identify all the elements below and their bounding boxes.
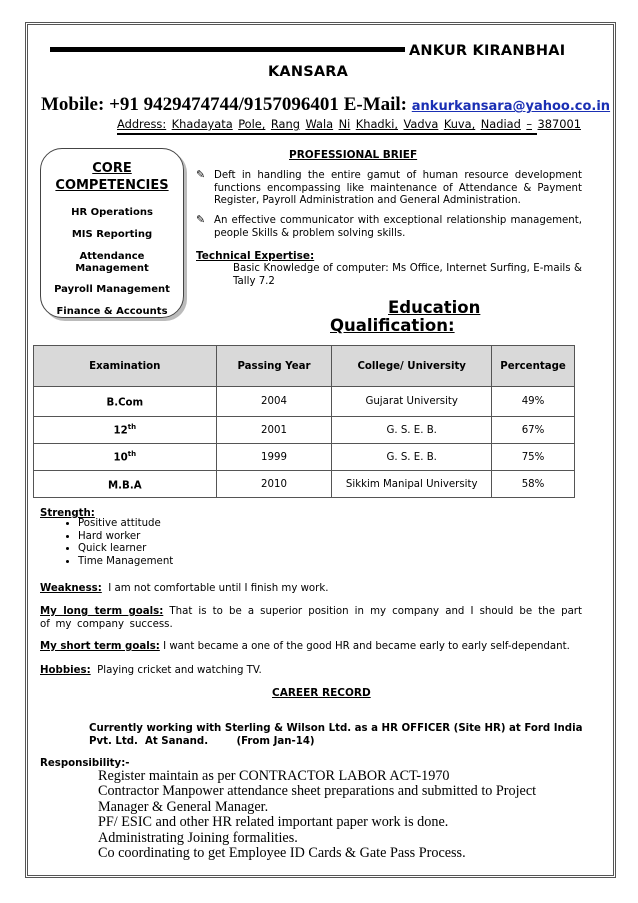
list-item: PF/ ESIC and other HR related important paper work is done. [98, 814, 449, 831]
responsibility-label: Responsibility:- [40, 758, 130, 769]
hobbies-line [40, 664, 582, 677]
list-item: • Quick learner [78, 543, 173, 556]
exam-name: B.Com [106, 397, 144, 409]
table-row [34, 471, 575, 498]
address-word: 387001 [537, 117, 581, 131]
hobbies-text: Playing cricket and watching TV. [97, 665, 262, 676]
pencil-bullet-icon: ✎ [196, 213, 206, 226]
email-link[interactable]: ankurkansara@yahoo.co.in [411, 99, 611, 114]
core-item: Attendance Management [75, 251, 149, 274]
email-label: E-Mail: [343, 94, 408, 115]
contact-line [41, 94, 610, 116]
table-row [34, 444, 575, 471]
core-item: Finance & Accounts [56, 306, 168, 317]
long-term-goals-label: My long term goals: [40, 606, 164, 617]
education-title-line2: Qualification: [330, 316, 455, 335]
core-title-line1: CORE [92, 161, 132, 176]
percentage-cell: 75% [492, 444, 575, 471]
core-item: HR Operations [71, 207, 153, 218]
exam-name: 12 [113, 425, 128, 437]
mobile-label: Mobile: [41, 94, 105, 115]
long-term-goals [40, 605, 582, 631]
technical-expertise-label: Technical Expertise: [196, 250, 315, 262]
address-word: Khadayata [171, 117, 233, 131]
column-header: Passing Year [216, 346, 332, 387]
core-title-line2: COMPETENCIES [55, 178, 169, 193]
list-item: Co coordinating to get Employee ID Cards & Gate Pass Process. [98, 845, 466, 862]
table-row [34, 417, 575, 444]
column-header: College/ University [332, 346, 492, 387]
brief-item [196, 215, 582, 240]
short-term-goals-text: I want became a one of the good HR and became early to early self-dependant. [163, 641, 570, 652]
current-job-line1: Currently working with Sterling & Wilson Ltd. as a HR OFFICER (Site HR) at Ford India [89, 723, 583, 734]
brief-item [196, 170, 582, 208]
exam-cell [34, 387, 217, 417]
list-item: • Time Management [78, 556, 173, 569]
column-header: Examination [34, 346, 217, 387]
hobbies-label: Hobbies: [40, 665, 91, 676]
address-word: Ni [338, 117, 351, 131]
short-term-goals-label: My short term goals: [40, 641, 160, 652]
core-competencies-title [41, 160, 183, 194]
education-title-line1: Education [388, 298, 481, 317]
address-word: Kuva, [443, 117, 476, 131]
percentage-cell: 58% [492, 471, 575, 498]
weakness-label: Weakness: [40, 583, 102, 594]
year-cell: 1999 [216, 444, 332, 471]
candidate-name-line2: KANSARA [268, 64, 349, 80]
year-cell: 2010 [216, 471, 332, 498]
exam-name: M.B.A [108, 480, 142, 492]
core-item: MIS Reporting [71, 229, 153, 240]
percentage-cell: 49% [492, 387, 575, 417]
address-word: Address: [117, 117, 167, 131]
address-word: – [526, 117, 533, 131]
list-item: Contractor Manpower attendance sheet preparations and submitted to Project Manager & General Manager. [98, 783, 537, 815]
professional-brief-title: PROFESSIONAL BRIEF [289, 149, 418, 161]
address-word: Pole, [238, 117, 266, 131]
weakness-line [40, 582, 582, 595]
college-cell: Gujarat University [332, 387, 492, 417]
college-cell: G. S. E. B. [332, 417, 492, 444]
core-item: Payroll Management [54, 284, 170, 295]
strength-label: Strength: [40, 508, 95, 519]
address-word: Vadva [403, 117, 439, 131]
exam-name: 10 [113, 452, 128, 464]
address-word: Nadiad [480, 117, 521, 131]
technical-expertise-text: Basic Knowledge of computer: Ms Office, Internet Surfing, E-mails & Tally 7.2 [233, 263, 582, 287]
list-item: Register maintain as per CONTRACTOR LABOR ACT-1970 [98, 768, 450, 784]
exam-suffix: th [127, 423, 137, 432]
address-word: Wala [305, 117, 334, 131]
list-item: • Positive attitude [78, 518, 173, 531]
exam-suffix: th [127, 450, 137, 459]
percentage-cell: 67% [492, 417, 575, 444]
education-table [33, 345, 575, 498]
address-word: Rang [270, 117, 300, 131]
brief-item-text: Deft in handling the entire gamut of human resource development functions encompassing like maintenance of Attendance & Payment Register, Payroll Administration and General Administration. [214, 170, 582, 207]
short-term-goals [40, 640, 582, 653]
address-word: Khadki, [355, 117, 399, 131]
year-cell: 2004 [216, 387, 332, 417]
mobile-number: +91 9429474744/9157096401 [109, 94, 339, 115]
current-job-line2: Pvt. Ltd. At Sanand. (From Jan-14) [89, 736, 315, 747]
college-cell: Sikkim Manipal University [332, 471, 492, 498]
list-item: Administrating Joining formalities. [98, 829, 298, 846]
exam-cell [34, 444, 217, 471]
responsibility-list [98, 769, 568, 861]
year-cell: 2001 [216, 417, 332, 444]
exam-cell [34, 471, 217, 498]
core-competencies-box [40, 148, 184, 318]
strength-list [58, 518, 173, 568]
column-header: Percentage [492, 346, 575, 387]
table-row [34, 387, 575, 417]
college-cell: G. S. E. B. [332, 444, 492, 471]
education-table-header [34, 346, 575, 387]
address-rule [117, 133, 537, 135]
exam-cell [34, 417, 217, 444]
pencil-bullet-icon: ✎ [196, 168, 206, 181]
list-item: • Hard worker [78, 531, 173, 544]
brief-item-text: An effective communicator with exceptional relationship management, people Skills & problem solving skills. [214, 215, 582, 239]
weakness-text: I am not comfortable until I finish my work. [108, 583, 329, 594]
address-line [117, 117, 581, 131]
header-rule [50, 47, 405, 52]
long-term-goals-text: That is to be a superior position in my company and I should be the part of my company success. [40, 606, 582, 630]
candidate-name-line1: ANKUR KIRANBHAI [409, 43, 566, 59]
career-record-title: CAREER RECORD [272, 687, 371, 699]
